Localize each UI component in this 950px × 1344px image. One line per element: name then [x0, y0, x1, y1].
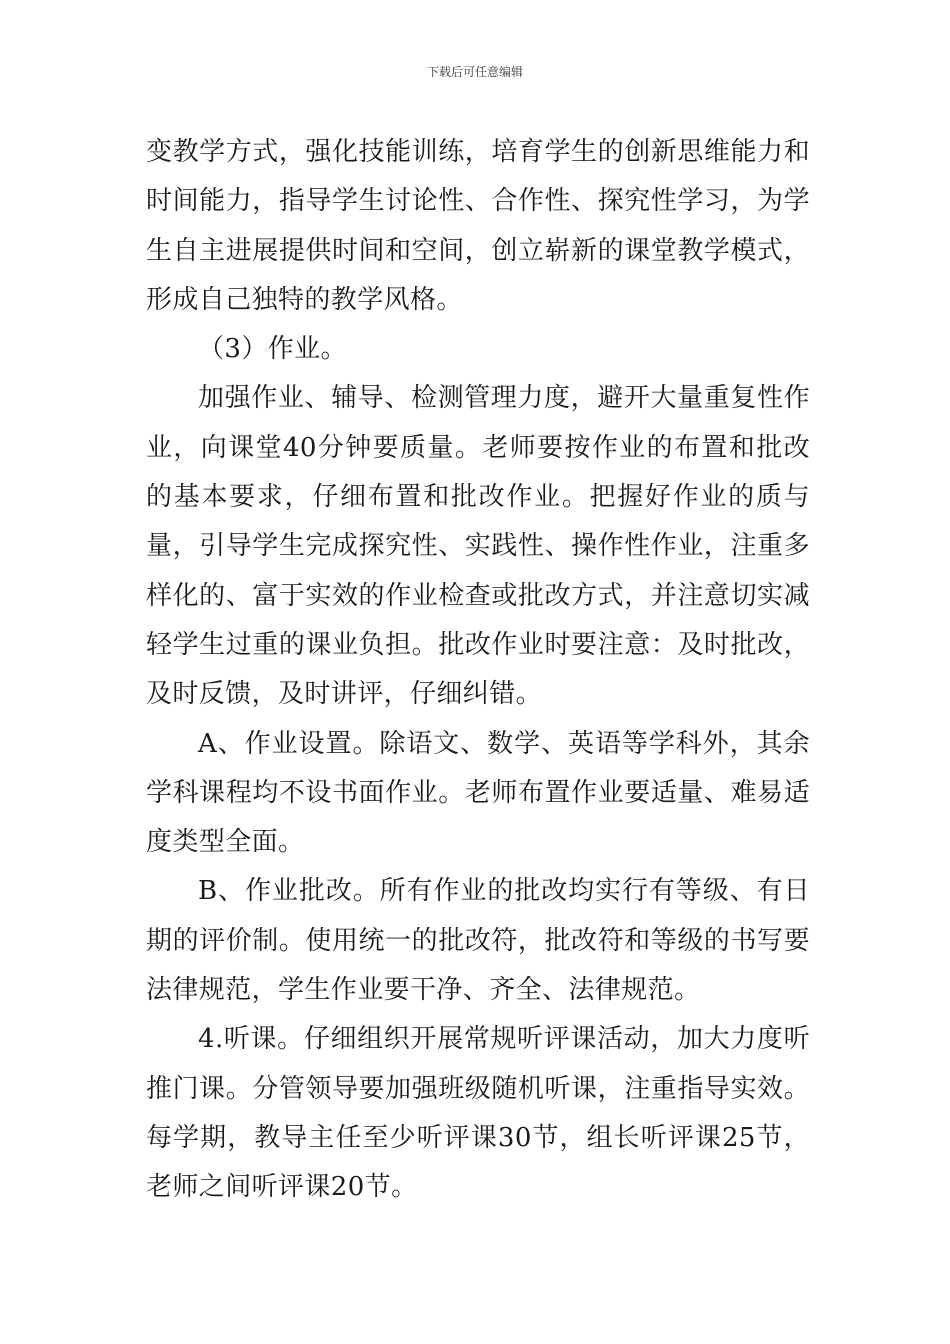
section-heading-homework: （3）作业。	[198, 334, 347, 365]
paragraph-homework-setting: A、作业设置。除语文、数学、英语等学科外，其余学科课程均不设书面作业。老师布置作业要适量、难易适度类型全面。	[146, 728, 810, 858]
paragraph-homework-management: 加强作业、辅导、检测管理力度，避开大量重复性作业，向课堂40分钟要质量。老师要按作业的布置和批改的基本要求，仔细布置和批改作业。把握好作业的质与量，引导学生完成探究性、实践性、操作性作业，注重多样化的、富于实效的作业检查或批改方式，并注意切实减轻学生过重的课业负担。批改作业时要注意：及时批改，及时反馈，及时讲评，仔细纠错。	[146, 383, 810, 710]
paragraph-homework-grading: B、作业批改。所有作业的批改均实行有等级、有日期的评价制。使用统一的批改符，批改符和等级的书写要法律规范，学生作业要干净、齐全、法律规范。	[146, 876, 810, 1006]
paragraph-teaching-method: 变教学方式，强化技能训练，培育学生的创新思维能力和时间能力，指导学生讨论性、合作性、探究性学习，为学生自主进展提供时间和空间，创立崭新的课堂教学模式，形成自己独特的教学风格。	[146, 137, 810, 315]
page-header-note: 下载后可任意编辑	[426, 65, 523, 79]
paragraph-lesson-observation: 4.听课。仔细组织开展常规听评课活动，加大力度听推门课。分管领导要加强班级随机听课，注重指导实效。每学期，教导主任至少听评课30节，组长听评课25节，老师之间听评课20节。	[146, 1024, 810, 1203]
document-body	[146, 128, 810, 1213]
